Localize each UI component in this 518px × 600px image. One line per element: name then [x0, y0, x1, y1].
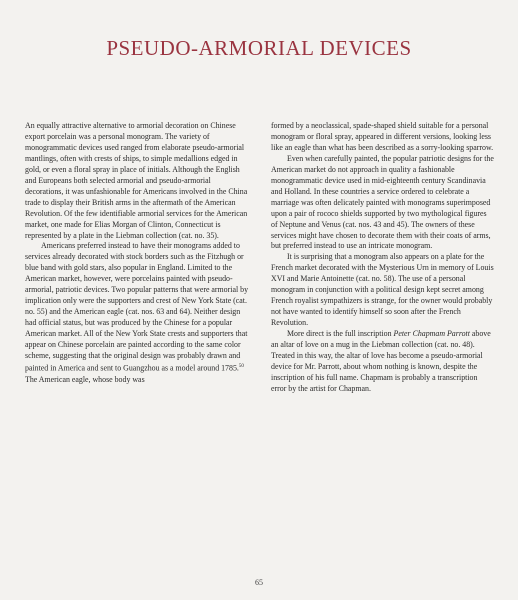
italic-inscription: Peter Chapmam Parrott [393, 329, 470, 339]
paragraph-text: More direct is the full inscription [287, 329, 394, 339]
paragraph: Even when carefully painted, the popular patriotic designs for the American market do not approach in quality a fashionable monogrammatic device used in mid-eighteenth century Scandinavia and Holland. In these countries a service ordered to celebrate a marriage was often delicately painted with monograms superimposed upon a pair of rococo shields supported by two mythological figures of Neptune and Venus (cat. nos. 43 and 45). The owners of these services might have chosen to decorate them with their coats of arms, but preferred instead to use an intricate monogram. [271, 153, 494, 251]
page-number: 65 [255, 578, 263, 587]
page-title: PSEUDO-ARMORIAL DEVICES [106, 36, 412, 60]
paragraph [25, 241, 248, 385]
paragraph-text: Americans preferred instead to have their monograms added to services already decorated with stock borders such as the Fitzhugh or blue band with gold stars, also popular in England. Limited to the American market, however, were porcelains painted with pseudo-armorial, patriotic devices. Two popular patterns that were armorial by implication only were the supporters and crest of New York State (cat. no. 55) and the American eagle (cat. nos. 63 and 64). Neither design had official status, but was produced by the Chinese for a popular American market. All of the New York State crests and supporters that appear on Chinese porcelain are painted according to the same color scheme, suggesting that the original design was probably drawn and painted in America and sent to Guangzhou as a model around 1785. [25, 241, 249, 373]
paragraph [271, 329, 494, 395]
footnote-reference: 50 [238, 363, 244, 369]
paragraph-text: The American eagle, whose body was [25, 374, 145, 384]
paragraph: An equally attractive alternative to armorial decoration on Chinese export porcelain was a personal monogram. The variety of monogrammatic devices used ranged from elaborate pseudo-armorial mantlings, often with crests of ships, to simple medallions edged in gold, or even a floral spray in place of initials. Although the English and Europeans both selected armorial and pseudo-armorial decorations, it was unfashionable for Americans involved in the China trade to display their British arms in the aftermath of the American Revolution. Of the few identifiable armorial services for the American market, one made for Elias Morgan of Clinton, Connecticut is represented by a plate in the Liebman collection (cat. no. 35). [25, 121, 248, 240]
paragraph: It is surprising that a monogram also appears on a plate for the French market decorated with the Mysterious Urn in memory of Louis XVI and Marie Antoinette (cat. no. 58). The use of a personal monogram in conjunction with a political design kept secret among French royalist sympathizers is strange, for the owner would probably not have wanted to identify himself so soon after the French Revolution. [271, 252, 494, 328]
text-column-left [25, 121, 248, 386]
paragraph-text: above an altar of love on a mug in the Liebman collection (cat. no. 48). Treated in this way, the altar of love has become a pseudo-armorial device for Mr. Parrott, about whom nothing is known, despite the inscription of his full name. Chapmam is probably a transcription error by the artist for Chapman. [271, 329, 491, 393]
text-column-right [271, 121, 494, 395]
paragraph: formed by a neoclassical, spade-shaped shield suitable for a personal monogram or floral spray, appeared in different versions, looking less like an eagle than what has been described as a sorry-looking sparrow. [271, 121, 494, 152]
